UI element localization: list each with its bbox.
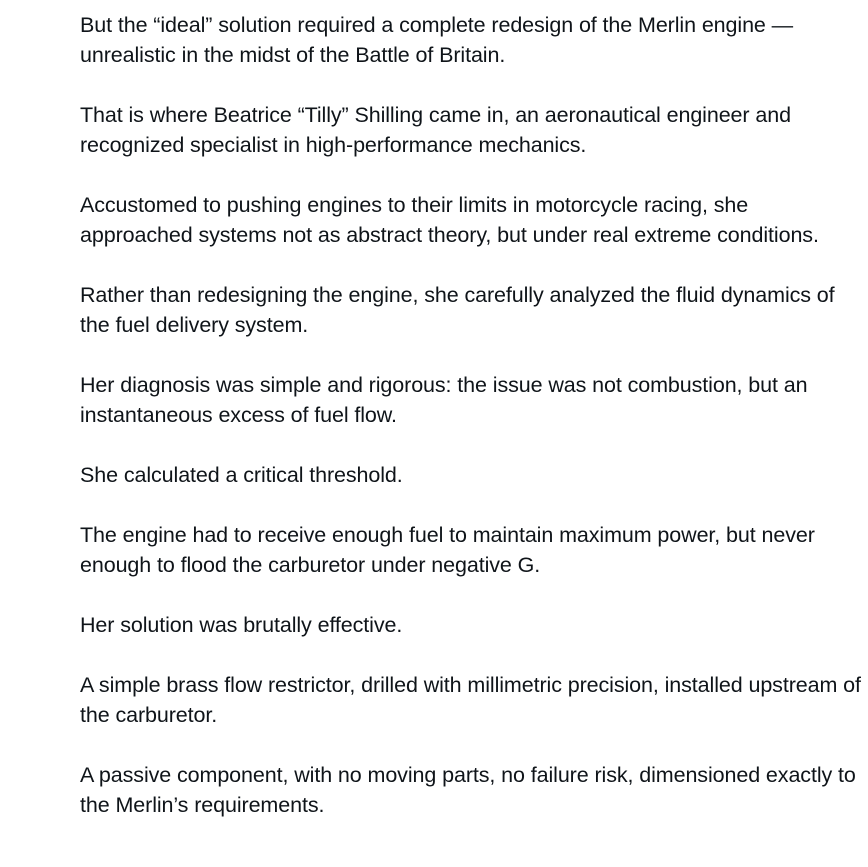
post-paragraph-4: Rather than redesigning the engine, she carefully analyzed the fluid dynamics of the fuel delivery system.: [80, 283, 835, 337]
post-paragraph-6: She calculated a critical threshold.: [80, 463, 403, 487]
post-paragraph-7: The engine had to receive enough fuel to maintain maximum power, but never enough to flood the carburetor under negative G.: [80, 523, 815, 577]
post-paragraph-5: Her diagnosis was simple and rigorous: the issue was not combustion, but an instantaneous excess of fuel flow.: [80, 373, 808, 427]
post-paragraph-9: A simple brass flow restrictor, drilled with millimetric precision, installed upstream of the carburetor.: [80, 673, 861, 727]
post-paragraph-1: But the “ideal” solution required a complete redesign of the Merlin engine —unrealistic in the midst of the Battle of Britain.: [80, 13, 794, 67]
post-paragraph-10: A passive component, with no moving parts, no failure risk, dimensioned exactly to the Merlin’s requirements.: [80, 763, 856, 817]
post-text: [80, 10, 864, 850]
post-paragraph-3: Accustomed to pushing engines to their limits in motorcycle racing, she approached systems not as abstract theory, but under real extreme conditions.: [80, 193, 819, 247]
post-paragraph-2: That is where Beatrice “Tilly” Shilling came in, an aeronautical engineer and recognized specialist in high-performance mechanics.: [80, 103, 791, 157]
post-paragraph-8: Her solution was brutally effective.: [80, 613, 403, 637]
